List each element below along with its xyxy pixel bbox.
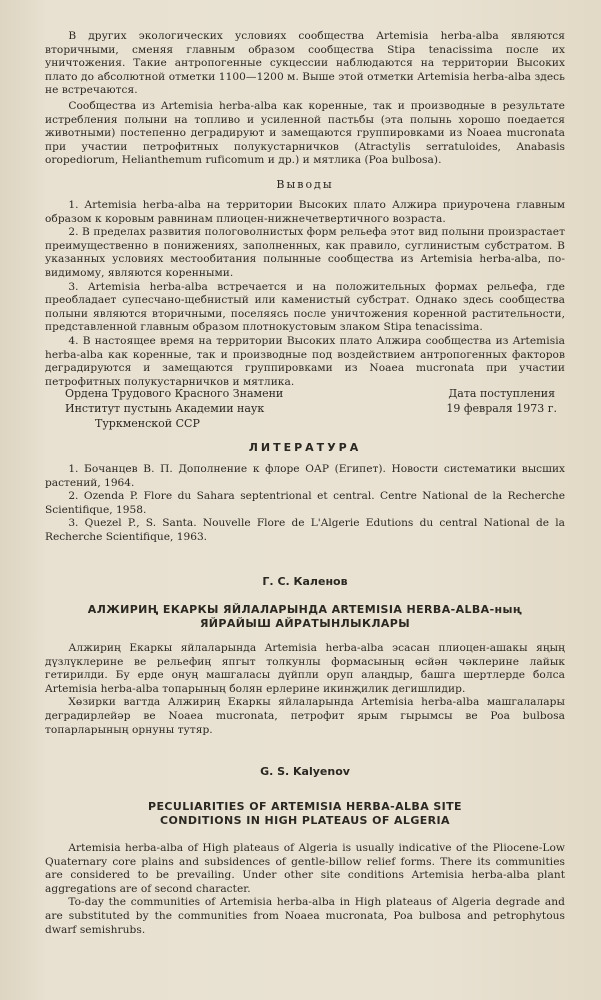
literature-section (45, 441, 565, 454)
english-title: PECULIARITIES OF ARTEMISIA HERBA-ALBA SITE CONDITIONS IN HIGH PLATEAUS OF ALGERIA (148, 800, 462, 827)
affiliation (45, 386, 283, 431)
intro-paragraph: В других экологических условиях сообщества Artemisia herba-alba являются вторичными, сменяя главным образом сообщества Stipa tenacissima после их уничтожения. Такие антропогенные сукцессии наблюдаются на территории Высоких плато до абсолютной отметки 1100—1200 м. Выше этой отметки Artemisia herba-alba здесь не встречаются. (45, 30, 565, 97)
affiliation-line: Ордена Трудового Красного Знамени (65, 387, 284, 400)
turkmen-body (45, 642, 565, 737)
literature-title: ЛИТЕРАТУРА (248, 441, 362, 454)
affiliation-line: Туркменской ССР (95, 417, 200, 430)
english-author: G. S. Kalyenov (260, 765, 350, 778)
received-value: 19 февраля 1973 г. (446, 402, 557, 415)
intro-section (45, 30, 565, 168)
turkmen-paragraph: Хөзирки вагтда Алжириң Екаркы яйлаларында Artemisia herba-alba машгалалары деградирлейәр ве Noaea mucronata, петрофит ярым гырымсы ве Poa bulbosa топарларының орнуны тутяр. (45, 696, 565, 736)
english-summary (45, 765, 565, 778)
conclusions-title: Выводы (276, 178, 334, 191)
intro-paragraph: Сообщества из Artemisia herba-alba как коренные, так и производные в результате истребления полыни на топливо и усиленной пастьбы (эта полынь хорошо поедается животными) постепенно деградируют и замещаются группировками из Noaea mucronata при участии петрофитных полукустарничков (Atractylis serratuloides, Anabasis oropediorum, Helianthemum ruficomum и др.) и мятлика (Poa bulbosa). (45, 99, 565, 167)
turkmen-author: Г. С. Каленов (262, 575, 348, 588)
signature-block (45, 386, 565, 431)
received-date (446, 386, 565, 431)
english-paragraph: Artemisia herba-alba of High plateaus of Algeria is usually indicative of the Pliocene-Low Quaternary core plains and subsidences of gentle-billow relief forms. There its communities are considered to be prevailing. Under other site conditions Artemisia herba-alba plant aggregations are of second character. (45, 842, 565, 895)
conclusion-item: 4. В настоящее время на территории Высоких плато Алжира сообщества из Artemisia herba-alba как коренные, так и производные под воздействием антропогенных факторов деградируются и замещаются группировками из Noaea mucronata при участии петрофитных полукустарничков и мятлика. (45, 334, 565, 388)
conclusions-section (45, 178, 565, 191)
conclusions-list (45, 199, 565, 389)
turkmen-paragraph: Алжириң Екаркы яйлаларында Artemisia herba-alba эсасан плиоцен-ашакы яңың дүзлүклерине ве рельефиң япгыт толкунлы формасының өсйән чәклерине лайык гетирилди. Бу ерде онуң машгаласы дүйпли оруп алаңдыр, башга шертлерде болса Artemisia herba-alba топарының болян ерлерине икинҗилик дегишлидир. (45, 642, 565, 695)
received-label: Дата поступления (448, 387, 556, 400)
english-title-block (105, 800, 505, 828)
conclusion-item: 3. Artemisia herba-alba встречается и на положительных формах рельефа, где преобладает супесчано-щебнистый или каменистый субстрат. Однако здесь сообщества полыни являются вторичными, поселяясь после уничтожения коренной растительности, представленной главным образом плотнокустовым злаком Stipa tenacissima. (45, 280, 565, 334)
turkmen-title-block (62, 603, 548, 631)
reference-item: 1. Бочанцев В. П. Дополнение к флоре ОАР (Египет). Новости систематики высших растений, 1964. (45, 463, 565, 489)
affiliation-line: Институт пустынь Академии наук (65, 402, 265, 415)
conclusion-item: 2. В пределах развития пологоволнистых форм рельефа этот вид полыни произрастает преимущественно в понижениях, заполненных, как правило, суглинистым субстратом. В указанных условиях местообитания полынные сообщества из Artemisia herba-alba, по-видимому, являются коренными. (45, 226, 565, 279)
turkmen-summary (45, 575, 565, 588)
reference-item: 2. Ozenda P. Flore du Sahara septentrional et central. Centre National de la Recherche Scientifique, 1958. (45, 490, 565, 516)
turkmen-title: АЛЖИРИҢ ЕКАРКЫ ЯЙЛАЛАРЫНДА ARTEMISIA HERBA-ALBA-ның ЯЙРАЙЫШ АЙРАТЫНЛЫКЛАРЫ (87, 603, 523, 630)
english-paragraph: To-day the communities of Artemisia herba-alba in High plateaus of Algeria degrade and are substituted by the communities from Noaea mucronata, Poa bulbosa and petrophytous dwarf semishrubs. (45, 896, 565, 936)
reference-list (45, 463, 565, 545)
english-body (45, 842, 565, 937)
conclusion-item: 1. Artemisia herba-alba на территории Высоких плато Алжира приурочена главным образом к коровым равнинам плиоцен-нижнечетвертичного возраста. (45, 199, 565, 225)
reference-item: 3. Quezel P., S. Santa. Nouvelle Flore de L'Algerie Edutions du central National de la Recherche Scientifique, 1963. (45, 517, 565, 543)
